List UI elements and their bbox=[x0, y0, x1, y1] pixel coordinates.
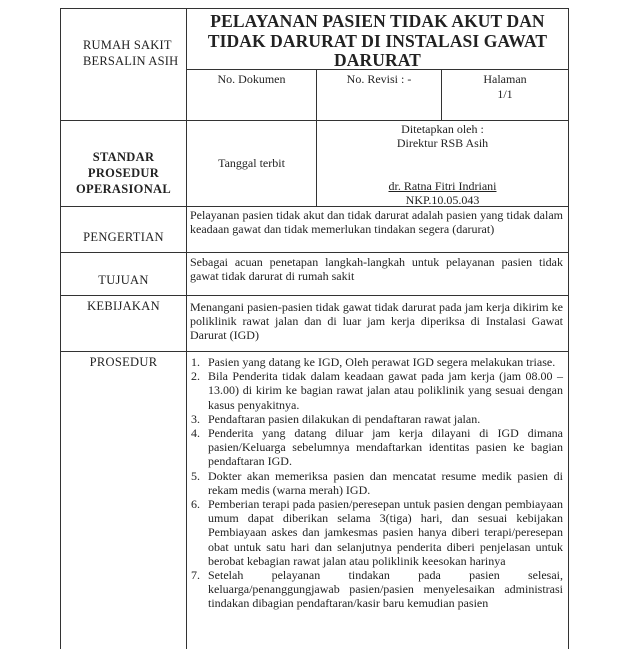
procedure-step-6 bbox=[191, 497, 563, 568]
step-text: Setelah pelayanan tindakan pada pasien selesai, keluarga/penanggungjawab pasien/pasien menyelesaikan administrasi tindakan dibagian pendaftaran/kasir baru kemudian pasien bbox=[208, 568, 563, 611]
tujuan-text: Sebagai acuan penetapan langkah-langkah untuk pelayanan pasien tidak gawat tidak darurat di rumah sakit bbox=[190, 255, 563, 284]
procedure-step-1 bbox=[191, 355, 563, 369]
sop-document bbox=[60, 8, 569, 649]
procedure-list bbox=[191, 355, 563, 611]
step-number: 5. bbox=[191, 468, 200, 483]
step-text: Pendaftaran pasien dilakukan di pendaftaran rawat jalan. bbox=[208, 411, 481, 426]
rule-header-bottom bbox=[61, 120, 568, 121]
step-text: Pemberian terapi pada pasien/peresepan untuk pasien dengan pembiayaan umum dapat diberikan selama 3(tiga) hari, dan sesuai kebijakan Pembiayaan askes dan jamkesmas pasien hanya diberi terapi/peresepan obat untuk satu hari dan selanjutnya penderita diberi penjelasan untuk berobat kebagian rawat jalan atau poliklinik keesokan harinya bbox=[208, 497, 563, 568]
procedure-step-7 bbox=[191, 568, 563, 611]
step-text: Pasien yang datang ke IGD, Oleh perawat IGD segera melakukan triase. bbox=[208, 355, 556, 369]
step-number: 3. bbox=[191, 411, 200, 426]
page-value: 1/1 bbox=[497, 87, 513, 101]
tujuan-label: TUJUAN bbox=[98, 273, 149, 287]
procedure-step-3 bbox=[191, 412, 563, 426]
revision-label: No. Revisi : - bbox=[346, 72, 412, 86]
step-number: 2. bbox=[191, 369, 200, 384]
step-text: Penderita yang datang diluar jam kerja dilayani di IGD dimana pasien/Keluarga sebelumnya mendaftarkan identitas pasien ke bagian pendaftaran IGD. bbox=[208, 426, 563, 469]
pengertian-label: PENGERTIAN bbox=[83, 230, 164, 244]
signer-nkp: NKP.10.05.043 bbox=[405, 193, 480, 207]
rule-kebijakan-bottom bbox=[61, 351, 568, 352]
doc-number-label: No. Dokumen bbox=[217, 72, 286, 86]
step-number: 4. bbox=[191, 426, 200, 441]
director-title: Direktur RSB Asih bbox=[396, 136, 489, 150]
step-text: Dokter akan memeriksa pasien dan mencatat resume medik pasien di rekam medis (warna merah) IGD. bbox=[208, 468, 563, 497]
procedure-step-2 bbox=[191, 369, 563, 412]
kebijakan-label: KEBIJAKAN bbox=[87, 299, 160, 313]
step-number: 6. bbox=[191, 497, 200, 512]
signer-name bbox=[317, 179, 568, 194]
procedure-step-5 bbox=[191, 469, 563, 497]
step-number: 7. bbox=[191, 568, 200, 583]
sop-label: STANDAR PROSEDUR OPERASIONAL bbox=[76, 150, 171, 196]
prosedur-label: PROSEDUR bbox=[89, 355, 158, 369]
signer-name-text: dr. Ratna Fitri Indriani bbox=[388, 179, 497, 193]
prosedur-steps bbox=[187, 355, 568, 611]
procedure-step-4 bbox=[191, 426, 563, 469]
hospital-name: RUMAH SAKIT BERSALIN ASIH bbox=[83, 38, 179, 68]
issued-date-label: Tanggal terbit bbox=[218, 156, 285, 170]
step-text: Bila Penderita tidak dalam keadaan gawat pada jam kerja (jam 08.00 – 13.00) di kirim ke bagian rawat jalan atau poliklinik yang sesuai dengan kasus penyakitnya. bbox=[208, 369, 563, 412]
page-label: Halaman bbox=[483, 72, 527, 86]
page-title: PELAYANAN PASIEN TIDAK AKUT DAN TIDAK DARURAT DI INSTALASI GAWAT DARURAT bbox=[207, 11, 548, 70]
rule-pengertian-bottom bbox=[61, 252, 568, 253]
step-number: 1. bbox=[191, 355, 200, 369]
set-by-label: Ditetapkan oleh : bbox=[401, 122, 484, 136]
kebijakan-text: Menangani pasien-pasien tidak gawat tidak darurat pada jam kerja dikirim ke poliklinik rawat jalan dan di luar jam kerja diperiksa di Instalasi Gawat Darurat (IGD) bbox=[190, 300, 563, 343]
pengertian-text: Pelayanan pasien tidak akut dan tidak darurat adalah pasien yang tidak dalam keadaan gawat dan tidak memerlukan tindakan segera (darurat) bbox=[190, 208, 563, 237]
rule-tujuan-bottom bbox=[61, 295, 568, 296]
